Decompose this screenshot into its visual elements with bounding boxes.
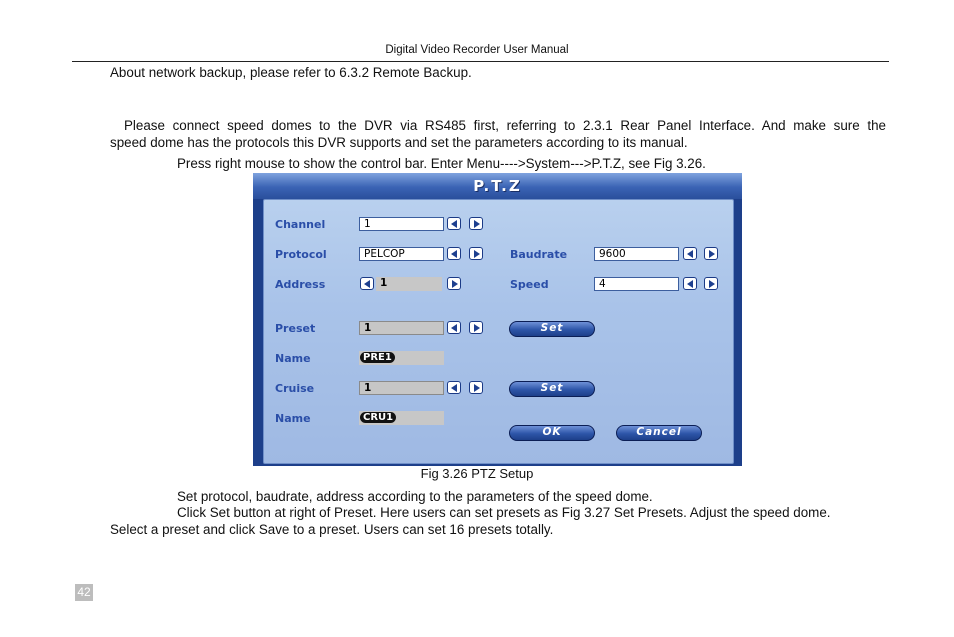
channel-next-arrow-icon[interactable]: [469, 217, 483, 230]
preset-prev-arrow-icon[interactable]: [447, 321, 461, 334]
address-next-arrow-icon[interactable]: [447, 277, 461, 290]
speed-prev-arrow-icon[interactable]: [683, 277, 697, 290]
address-label: Address: [275, 278, 326, 291]
step-menu: Press right mouse to show the control bar. Enter Menu---->System--->P.T.Z, see Fig 3.26.: [177, 156, 706, 171]
ptz-title: P.T.Z: [473, 177, 522, 195]
preset-label: Preset: [275, 322, 316, 335]
cruise-field[interactable]: 1: [359, 381, 444, 395]
cruise-next-arrow-icon[interactable]: [469, 381, 483, 394]
protocol-prev-arrow-icon[interactable]: [447, 247, 461, 260]
cruise-name-label: Name: [275, 412, 311, 425]
para2-line1: Click Set button at right of Preset. Here users can set presets as Fig 3.27 Set Presets. Adjust the speed dome.: [177, 505, 831, 520]
address-prev-arrow-icon[interactable]: [360, 277, 374, 290]
ptz-setup-screenshot: [253, 173, 742, 466]
cruise-prev-arrow-icon[interactable]: [447, 381, 461, 394]
preset-name-value: PRE1: [360, 352, 395, 363]
para2-line2: Select a preset and click Save to a preset. Users can set 16 presets totally.: [110, 522, 554, 537]
figure-caption: Fig 3.26 PTZ Setup: [420, 466, 534, 481]
protocol-field[interactable]: PELCOP: [359, 247, 444, 261]
step-protocol: Set protocol, baudrate, address according to the parameters of the speed dome.: [177, 489, 653, 504]
preset-field[interactable]: 1: [359, 321, 444, 335]
baudrate-label: Baudrate: [510, 248, 568, 261]
manual-header: Digital Video Recorder User Manual: [385, 44, 569, 56]
baudrate-prev-arrow-icon[interactable]: [683, 247, 697, 260]
preset-name-field[interactable]: [359, 351, 444, 365]
cruise-set-button[interactable]: Set: [509, 381, 595, 397]
speed-next-arrow-icon[interactable]: [704, 277, 718, 290]
ptz-panel: [263, 199, 734, 464]
address-field[interactable]: 1: [376, 277, 442, 291]
backup-note: About network backup, please refer to 6.3.2 Remote Backup.: [110, 65, 472, 80]
cancel-button[interactable]: Cancel: [616, 425, 702, 441]
para1-line1: Please connect speed domes to the DVR via RS485 first, referring to 2.3.1 Rear Panel Interface. And make sure the: [124, 118, 886, 133]
channel-label: Channel: [275, 218, 326, 231]
channel-prev-arrow-icon[interactable]: [447, 217, 461, 230]
ok-button[interactable]: OK: [509, 425, 595, 441]
preset-next-arrow-icon[interactable]: [469, 321, 483, 334]
speed-field[interactable]: 4: [594, 277, 679, 291]
header-rule: [72, 61, 889, 62]
protocol-next-arrow-icon[interactable]: [469, 247, 483, 260]
channel-field[interactable]: 1: [359, 217, 444, 231]
protocol-label: Protocol: [275, 248, 327, 261]
preset-name-label: Name: [275, 352, 311, 365]
baudrate-field[interactable]: 9600: [594, 247, 679, 261]
page-number: 42: [75, 584, 93, 601]
preset-set-button[interactable]: Set: [509, 321, 595, 337]
cruise-label: Cruise: [275, 382, 315, 395]
cruise-name-value: CRU1: [360, 412, 396, 423]
baudrate-next-arrow-icon[interactable]: [704, 247, 718, 260]
speed-label: Speed: [510, 278, 549, 291]
cruise-name-field[interactable]: [359, 411, 444, 425]
para1-line2: speed dome has the protocols this DVR supports and set the parameters according to its manual.: [110, 135, 688, 150]
